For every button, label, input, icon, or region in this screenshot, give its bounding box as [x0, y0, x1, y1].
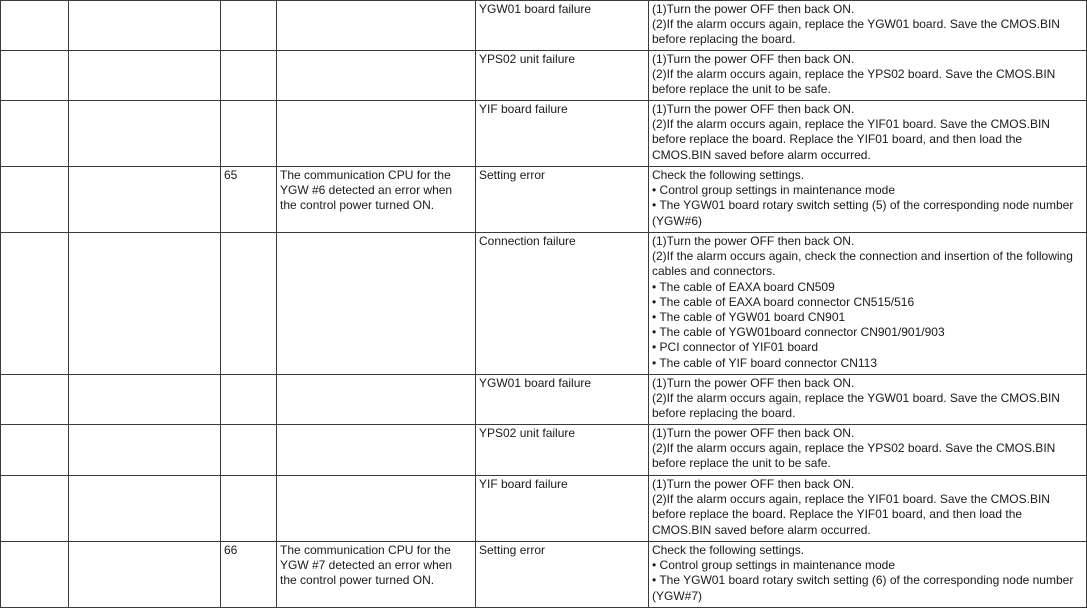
remedy-line: (1)Turn the power OFF then back ON. — [652, 102, 855, 116]
remedy-line: • The cable of YGW01 board CN901 — [652, 310, 846, 325]
remedy-cell — [649, 167, 1087, 233]
category-cell — [1, 51, 69, 101]
alarm-number-cell — [221, 476, 277, 542]
remedy-line: (2)If the alarm occurs again, replace the YGW01 board. Save the CMOS.BIN — [652, 17, 1060, 32]
remedy-cell — [649, 101, 1087, 167]
category-cell — [1, 167, 69, 233]
description-cell — [277, 233, 476, 375]
remedy-line: (2)If the alarm occurs again, replace the YGW01 board. Save the CMOS.BIN — [652, 391, 1060, 406]
cause-text: YGW01 board failure — [479, 2, 592, 16]
cause-text: Connection failure — [479, 234, 576, 248]
cause-text: YPS02 unit failure — [479, 426, 576, 440]
cause-text: YGW01 board failure — [479, 376, 592, 390]
cause-text: YIF board failure — [479, 102, 568, 116]
description-line: YGW #6 detected an error when — [280, 183, 453, 198]
description-line: The communication CPU for the — [280, 168, 451, 182]
alarm-number-cell — [221, 542, 277, 608]
remedy-line: Check the following settings. — [652, 543, 805, 557]
cause-cell — [476, 167, 649, 233]
remedy-line: • PCI connector of YIF01 board — [652, 340, 819, 355]
cause-cell — [476, 51, 649, 101]
remedy-line: (2)If the alarm occurs again, check the connection and insertion of the following — [652, 249, 1073, 264]
remedy-cell — [649, 476, 1087, 542]
description-cell — [277, 375, 476, 425]
remedy-line: • The cable of EAXA board connector CN515/516 — [652, 294, 915, 309]
description-cell — [277, 425, 476, 476]
cause-cell — [476, 375, 649, 425]
cause-text: Setting error — [479, 168, 546, 182]
remedy-line: (1)Turn the power OFF then back ON. — [652, 477, 855, 491]
category-cell — [1, 233, 69, 375]
remedy-line: (2)If the alarm occurs again, replace the YIF01 board. Save the CMOS.BIN — [652, 117, 1050, 132]
remedy-line: (1)Turn the power OFF then back ON. — [652, 426, 855, 440]
subcategory-cell — [69, 167, 221, 233]
remedy-line: (1)Turn the power OFF then back ON. — [652, 2, 855, 16]
alarm-number-cell — [221, 167, 277, 233]
cause-text: Setting error — [479, 543, 546, 557]
remedy-line: (2)If the alarm occurs again, replace the YIF01 board. Save the CMOS.BIN — [652, 492, 1050, 507]
table-row — [1, 375, 1087, 425]
alarm-number-cell — [221, 233, 277, 375]
remedy-line: (1)Turn the power OFF then back ON. — [652, 376, 855, 390]
remedy-line: CMOS.BIN saved before alarm occurred. — [652, 522, 871, 537]
remedy-line: • The cable of YIF board connector CN113 — [652, 355, 877, 370]
category-cell — [1, 425, 69, 476]
remedy-cell — [649, 233, 1087, 375]
cause-cell — [476, 542, 649, 608]
alarm-number-cell — [221, 1, 277, 51]
remedy-cell — [649, 1, 1087, 51]
cause-cell — [476, 233, 649, 375]
remedy-line: (2)If the alarm occurs again, replace the YPS02 board. Save the CMOS.BIN — [652, 67, 1056, 82]
subcategory-cell — [69, 425, 221, 476]
remedy-line: Check the following settings. — [652, 168, 805, 182]
remedy-line: before replace the unit to be safe. — [652, 82, 831, 97]
alarm-number-cell — [221, 375, 277, 425]
subcategory-cell — [69, 375, 221, 425]
cause-text: YPS02 unit failure — [479, 52, 576, 66]
remedy-line: cables and connectors. — [652, 264, 776, 279]
remedy-line: before replacing the board. — [652, 32, 796, 47]
remedy-line: • The cable of YGW01board connector CN901/901/903 — [652, 325, 945, 340]
table-row — [1, 1, 1087, 51]
alarm-table-body — [1, 1, 1087, 608]
description-cell — [277, 476, 476, 542]
remedy-cell — [649, 375, 1087, 425]
remedy-line: (1)Turn the power OFF then back ON. — [652, 234, 855, 248]
description-cell — [277, 1, 476, 51]
table-row — [1, 542, 1087, 608]
category-cell — [1, 476, 69, 542]
description-cell — [277, 542, 476, 608]
remedy-cell — [649, 425, 1087, 476]
category-cell — [1, 101, 69, 167]
alarm-number-text: 66 — [224, 543, 238, 557]
cause-text: YIF board failure — [479, 477, 568, 491]
subcategory-cell — [69, 542, 221, 608]
remedy-cell — [649, 542, 1087, 608]
remedy-line: (YGW#7) — [652, 588, 703, 603]
cause-cell — [476, 101, 649, 167]
remedy-line: • The cable of EAXA board CN509 — [652, 279, 835, 294]
alarm-number-text: 65 — [224, 168, 238, 182]
table-row — [1, 425, 1087, 476]
remedy-line: • Control group settings in maintenance mode — [652, 183, 896, 198]
description-line: the control power turned ON. — [280, 573, 435, 588]
alarm-number-cell — [221, 51, 277, 101]
remedy-line: (1)Turn the power OFF then back ON. — [652, 52, 855, 66]
remedy-line: before replace the board. Replace the YIF01 board, and then load the — [652, 507, 1023, 522]
remedy-line: (YGW#6) — [652, 213, 703, 228]
alarm-number-cell — [221, 425, 277, 476]
subcategory-cell — [69, 1, 221, 51]
table-row — [1, 233, 1087, 375]
cause-cell — [476, 425, 649, 476]
subcategory-cell — [69, 233, 221, 375]
remedy-line: CMOS.BIN saved before alarm occurred. — [652, 147, 871, 162]
remedy-line: before replace the unit to be safe. — [652, 456, 831, 471]
remedy-line: before replacing the board. — [652, 406, 796, 421]
table-row — [1, 167, 1087, 233]
description-line: YGW #7 detected an error when — [280, 558, 453, 573]
remedy-line: • Control group settings in maintenance mode — [652, 558, 896, 573]
subcategory-cell — [69, 476, 221, 542]
subcategory-cell — [69, 101, 221, 167]
description-line: the control power turned ON. — [280, 198, 435, 213]
category-cell — [1, 375, 69, 425]
table-row — [1, 476, 1087, 542]
remedy-cell — [649, 51, 1087, 101]
category-cell — [1, 542, 69, 608]
cause-cell — [476, 1, 649, 51]
remedy-line: (2)If the alarm occurs again, replace the YPS02 board. Save the CMOS.BIN — [652, 441, 1056, 456]
description-cell — [277, 167, 476, 233]
cause-cell — [476, 476, 649, 542]
description-line: The communication CPU for the — [280, 543, 451, 557]
description-cell — [277, 101, 476, 167]
remedy-line: • The YGW01 board rotary switch setting (5) of the corresponding node number — [652, 198, 1074, 213]
category-cell — [1, 1, 69, 51]
remedy-line: before replace the board. Replace the YIF01 board, and then load the — [652, 132, 1023, 147]
table-row — [1, 51, 1087, 101]
remedy-line: • The YGW01 board rotary switch setting (6) of the corresponding node number — [652, 573, 1074, 588]
description-cell — [277, 51, 476, 101]
alarm-number-cell — [221, 101, 277, 167]
subcategory-cell — [69, 51, 221, 101]
table-row — [1, 101, 1087, 167]
